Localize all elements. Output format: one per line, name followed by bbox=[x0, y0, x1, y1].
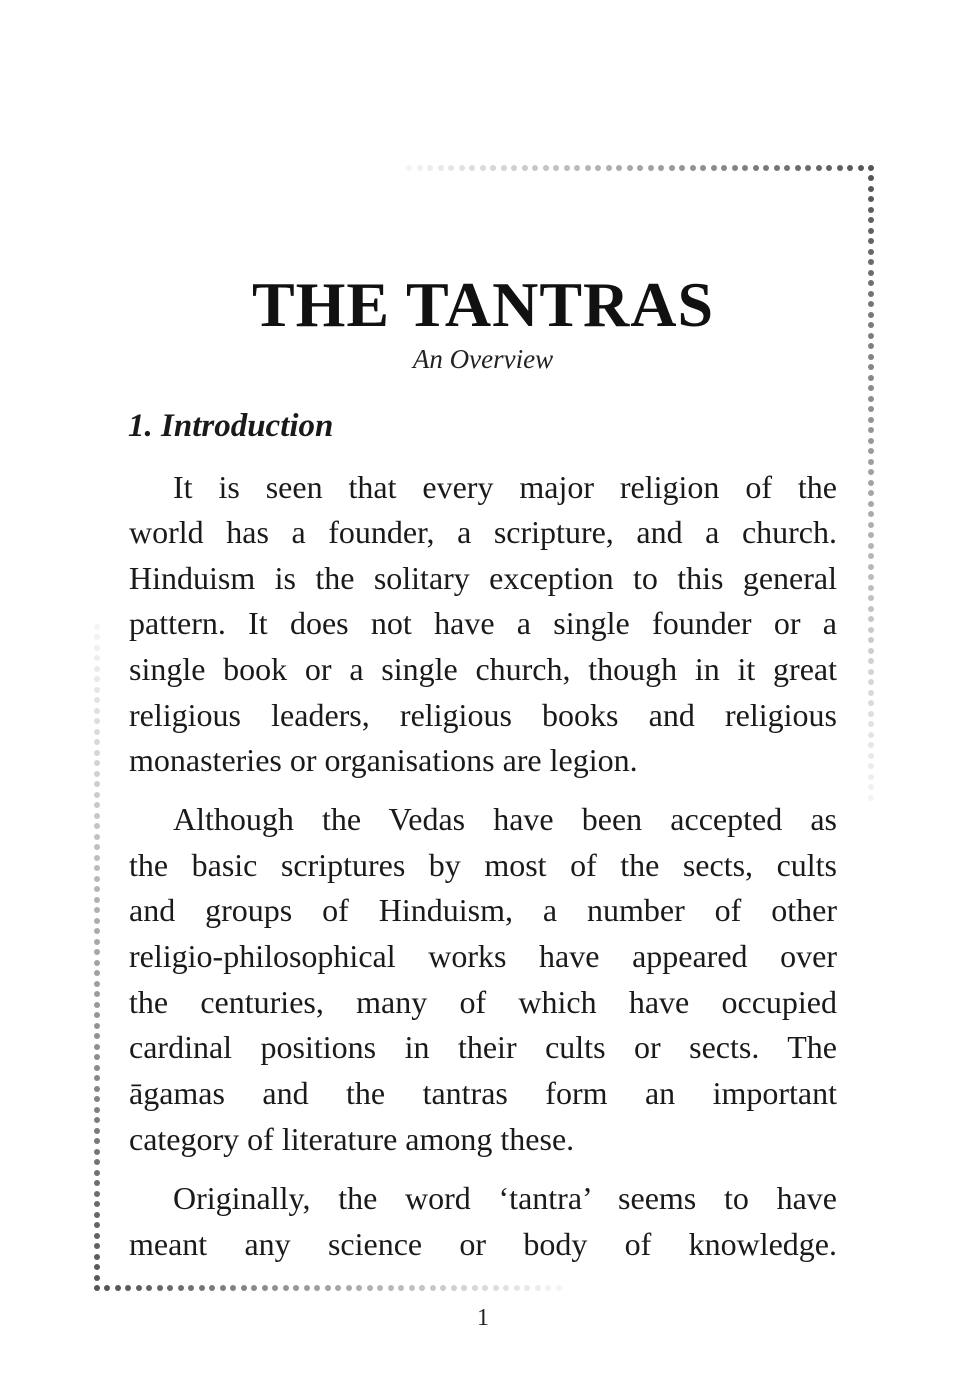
border-dot bbox=[868, 627, 874, 633]
border-dot bbox=[262, 1285, 268, 1291]
border-dot bbox=[868, 427, 874, 433]
border-dot bbox=[367, 1285, 373, 1291]
border-dot bbox=[94, 844, 100, 850]
border-dot bbox=[94, 1033, 100, 1039]
border-dot bbox=[94, 634, 100, 640]
border-dot bbox=[94, 1233, 100, 1239]
border-dot bbox=[784, 165, 790, 171]
text-line: world has a founder, a scripture, and a church. bbox=[129, 514, 837, 550]
border-dot bbox=[251, 1285, 257, 1291]
border-dot bbox=[325, 1285, 331, 1291]
border-dot bbox=[711, 165, 717, 171]
border-dot bbox=[868, 196, 874, 202]
border-dot bbox=[472, 1285, 478, 1291]
text-line: monasteries or organisations are legion. bbox=[129, 742, 638, 778]
border-dot bbox=[868, 501, 874, 507]
border-dot bbox=[522, 165, 528, 171]
border-dot bbox=[94, 1212, 100, 1218]
border-dot bbox=[94, 708, 100, 714]
border-dot bbox=[94, 865, 100, 871]
border-dot bbox=[545, 1285, 551, 1291]
border-dot bbox=[94, 687, 100, 693]
border-dot bbox=[774, 165, 780, 171]
border-dot bbox=[868, 186, 874, 192]
border-dot bbox=[669, 165, 675, 171]
border-dot bbox=[858, 165, 864, 171]
border-dot bbox=[94, 886, 100, 892]
text-line: the basic scriptures by most of the sects, cults bbox=[129, 847, 837, 883]
border-dot bbox=[241, 1285, 247, 1291]
text-line: meant any science or body of knowledge. bbox=[129, 1226, 837, 1262]
border-dot bbox=[94, 1275, 100, 1281]
border-dot bbox=[104, 1285, 110, 1291]
border-dot bbox=[868, 522, 874, 528]
border-dot bbox=[94, 1044, 100, 1050]
border-dot bbox=[94, 802, 100, 808]
border-dot bbox=[94, 1254, 100, 1260]
border-dot bbox=[459, 165, 465, 171]
border-dot bbox=[94, 697, 100, 703]
border-dot bbox=[94, 1096, 100, 1102]
border-dot bbox=[136, 1285, 142, 1291]
border-dot bbox=[868, 238, 874, 244]
border-dot bbox=[805, 165, 811, 171]
border-dot bbox=[868, 259, 874, 265]
border-dot bbox=[868, 700, 874, 706]
page-title: THE TANTRAS bbox=[251, 269, 715, 340]
border-dot bbox=[868, 679, 874, 685]
border-dot bbox=[461, 1285, 467, 1291]
border-dot bbox=[94, 1065, 100, 1071]
border-dot bbox=[868, 784, 874, 790]
border-dot bbox=[482, 1285, 488, 1291]
border-dot bbox=[721, 165, 727, 171]
border-dot bbox=[94, 676, 100, 682]
border-dot bbox=[480, 165, 486, 171]
border-dot bbox=[868, 585, 874, 591]
border-dot bbox=[816, 165, 822, 171]
border-dot bbox=[448, 165, 454, 171]
section-heading: 1. Introduction bbox=[128, 408, 334, 444]
border-dot bbox=[94, 1191, 100, 1197]
border-dot bbox=[616, 165, 622, 171]
border-dot bbox=[868, 753, 874, 759]
border-dot bbox=[868, 595, 874, 601]
border-dot bbox=[868, 616, 874, 622]
border-dot bbox=[868, 690, 874, 696]
border-dot bbox=[430, 1285, 436, 1291]
text-line: pattern. It does not have a single founder or a bbox=[129, 605, 837, 641]
border-dot bbox=[564, 165, 570, 171]
border-dot bbox=[417, 165, 423, 171]
border-dot bbox=[868, 438, 874, 444]
border-dot bbox=[868, 574, 874, 580]
border-dot bbox=[94, 655, 100, 661]
border-dot bbox=[493, 1285, 499, 1291]
border-dot bbox=[503, 1285, 509, 1291]
border-dot bbox=[94, 939, 100, 945]
border-dot bbox=[94, 823, 100, 829]
border-dot bbox=[742, 165, 748, 171]
text-line: Hinduism is the solitary exception to this general bbox=[129, 560, 837, 596]
border-dot bbox=[94, 981, 100, 987]
border-dot bbox=[868, 543, 874, 549]
border-dot bbox=[94, 928, 100, 934]
border-dot bbox=[868, 217, 874, 223]
border-dot bbox=[146, 1285, 152, 1291]
border-dot bbox=[511, 165, 517, 171]
border-dot bbox=[409, 1285, 415, 1291]
border-dot bbox=[94, 834, 100, 840]
border-dot bbox=[94, 1075, 100, 1081]
border-dot bbox=[795, 165, 801, 171]
border-dot bbox=[868, 385, 874, 391]
border-dot bbox=[868, 396, 874, 402]
border-dot bbox=[94, 1222, 100, 1228]
page-number: 1 bbox=[477, 1305, 489, 1331]
text-line: single book or a single church, though in it great bbox=[129, 651, 837, 687]
border-dot bbox=[94, 1012, 100, 1018]
border-dot bbox=[837, 165, 843, 171]
border-dot bbox=[178, 1285, 184, 1291]
border-dot bbox=[94, 1285, 100, 1291]
border-dot bbox=[94, 1023, 100, 1029]
border-dot bbox=[868, 564, 874, 570]
border-dot bbox=[94, 907, 100, 913]
border-dot bbox=[94, 781, 100, 787]
border-dot bbox=[868, 375, 874, 381]
border-dot bbox=[868, 511, 874, 517]
border-dot bbox=[868, 742, 874, 748]
border-dot bbox=[440, 1285, 446, 1291]
border-dot bbox=[585, 165, 591, 171]
border-dot bbox=[501, 165, 507, 171]
border-dot bbox=[868, 228, 874, 234]
text-line: the centuries, many of which have occupied bbox=[129, 984, 837, 1020]
border-dot bbox=[356, 1285, 362, 1291]
border-dot bbox=[94, 876, 100, 882]
border-dot bbox=[490, 165, 496, 171]
border-dot bbox=[606, 165, 612, 171]
border-dot bbox=[94, 1243, 100, 1249]
border-dot bbox=[690, 165, 696, 171]
border-dot bbox=[868, 165, 874, 171]
border-dot bbox=[94, 624, 100, 630]
border-dot bbox=[94, 1264, 100, 1270]
border-dot bbox=[94, 1138, 100, 1144]
border-dot bbox=[595, 165, 601, 171]
border-dot bbox=[868, 417, 874, 423]
border-dot bbox=[763, 165, 769, 171]
border-dot bbox=[199, 1285, 205, 1291]
border-dot bbox=[94, 729, 100, 735]
border-dot bbox=[94, 813, 100, 819]
border-dot bbox=[94, 1170, 100, 1176]
border-dot bbox=[398, 1285, 404, 1291]
border-dot bbox=[868, 459, 874, 465]
border-dot bbox=[94, 760, 100, 766]
border-dot bbox=[868, 774, 874, 780]
text-line: cardinal positions in their cults or sects. The bbox=[129, 1029, 837, 1065]
border-dot bbox=[574, 165, 580, 171]
border-dot bbox=[314, 1285, 320, 1291]
border-dot bbox=[230, 1285, 236, 1291]
border-dot bbox=[406, 165, 412, 171]
border-dot bbox=[272, 1285, 278, 1291]
border-dot bbox=[94, 1086, 100, 1092]
border-dot bbox=[868, 480, 874, 486]
border-dot bbox=[94, 1180, 100, 1186]
border-dot bbox=[94, 991, 100, 997]
border-dot bbox=[94, 718, 100, 724]
border-dot bbox=[377, 1285, 383, 1291]
border-dot bbox=[532, 165, 538, 171]
border-dot bbox=[283, 1285, 289, 1291]
text-line: Originally, the word ‘tantra’ seems to have bbox=[173, 1180, 837, 1216]
border-dot bbox=[438, 165, 444, 171]
border-dot bbox=[293, 1285, 299, 1291]
border-dot bbox=[94, 1002, 100, 1008]
border-dot bbox=[753, 165, 759, 171]
border-dot bbox=[868, 658, 874, 664]
border-dot bbox=[868, 553, 874, 559]
border-dot bbox=[94, 771, 100, 777]
border-dot bbox=[535, 1285, 541, 1291]
border-dot bbox=[868, 721, 874, 727]
border-dot bbox=[868, 711, 874, 717]
border-dot bbox=[94, 1149, 100, 1155]
border-dot bbox=[868, 469, 874, 475]
border-dot bbox=[868, 763, 874, 769]
border-dot bbox=[94, 897, 100, 903]
border-dot bbox=[679, 165, 685, 171]
border-dot bbox=[627, 165, 633, 171]
border-dot bbox=[94, 1107, 100, 1113]
border-dot bbox=[346, 1285, 352, 1291]
border-dot bbox=[556, 1285, 562, 1291]
border-dot bbox=[304, 1285, 310, 1291]
border-dot bbox=[94, 792, 100, 798]
border-dot bbox=[868, 207, 874, 213]
border-dot bbox=[451, 1285, 457, 1291]
text-line: Although the Vedas have been accepted as bbox=[173, 801, 837, 837]
border-dot bbox=[868, 637, 874, 643]
border-dot bbox=[868, 175, 874, 181]
border-dot bbox=[868, 490, 874, 496]
border-dot bbox=[868, 795, 874, 801]
text-line: It is seen that every major religion of the bbox=[173, 469, 837, 505]
border-dot bbox=[157, 1285, 163, 1291]
border-dot bbox=[868, 406, 874, 412]
border-dot bbox=[868, 448, 874, 454]
border-dot bbox=[469, 165, 475, 171]
border-dot bbox=[553, 165, 559, 171]
border-dot bbox=[868, 606, 874, 612]
border-dot bbox=[94, 918, 100, 924]
border-dot bbox=[868, 669, 874, 675]
border-dot bbox=[419, 1285, 425, 1291]
page-subtitle: An Overview bbox=[412, 344, 554, 374]
border-dot bbox=[94, 739, 100, 745]
border-dot bbox=[427, 165, 433, 171]
border-dot bbox=[94, 645, 100, 651]
border-dot bbox=[94, 855, 100, 861]
text-line: religio-philosophical works have appeared over bbox=[129, 938, 837, 974]
border-dot bbox=[868, 732, 874, 738]
border-dot bbox=[388, 1285, 394, 1291]
border-dot bbox=[167, 1285, 173, 1291]
border-dot bbox=[648, 165, 654, 171]
border-dot bbox=[94, 960, 100, 966]
border-dot bbox=[94, 949, 100, 955]
border-dot bbox=[94, 1128, 100, 1134]
border-dot bbox=[94, 970, 100, 976]
border-dot bbox=[94, 750, 100, 756]
border-dot bbox=[658, 165, 664, 171]
border-dot bbox=[868, 249, 874, 255]
border-dot bbox=[94, 1054, 100, 1060]
border-dot bbox=[868, 532, 874, 538]
text-line: and groups of Hinduism, a number of other bbox=[129, 892, 837, 928]
border-dot bbox=[94, 1201, 100, 1207]
border-dot bbox=[220, 1285, 226, 1291]
border-dot bbox=[847, 165, 853, 171]
text-line: category of literature among these. bbox=[129, 1121, 575, 1157]
border-dot bbox=[115, 1285, 121, 1291]
border-dot bbox=[700, 165, 706, 171]
border-dot bbox=[335, 1285, 341, 1291]
border-dot bbox=[732, 165, 738, 171]
border-dot bbox=[209, 1285, 215, 1291]
border-dot bbox=[94, 1159, 100, 1165]
text-line: āgamas and the tantras form an important bbox=[129, 1075, 837, 1111]
border-dot bbox=[637, 165, 643, 171]
border-dot bbox=[94, 666, 100, 672]
border-dot bbox=[94, 1117, 100, 1123]
text-line: religious leaders, religious books and religious bbox=[129, 697, 837, 733]
border-dot bbox=[514, 1285, 520, 1291]
border-dot bbox=[826, 165, 832, 171]
border-dot bbox=[524, 1285, 530, 1291]
border-dot bbox=[125, 1285, 131, 1291]
border-dot bbox=[868, 648, 874, 654]
border-dot bbox=[188, 1285, 194, 1291]
border-dot bbox=[543, 165, 549, 171]
